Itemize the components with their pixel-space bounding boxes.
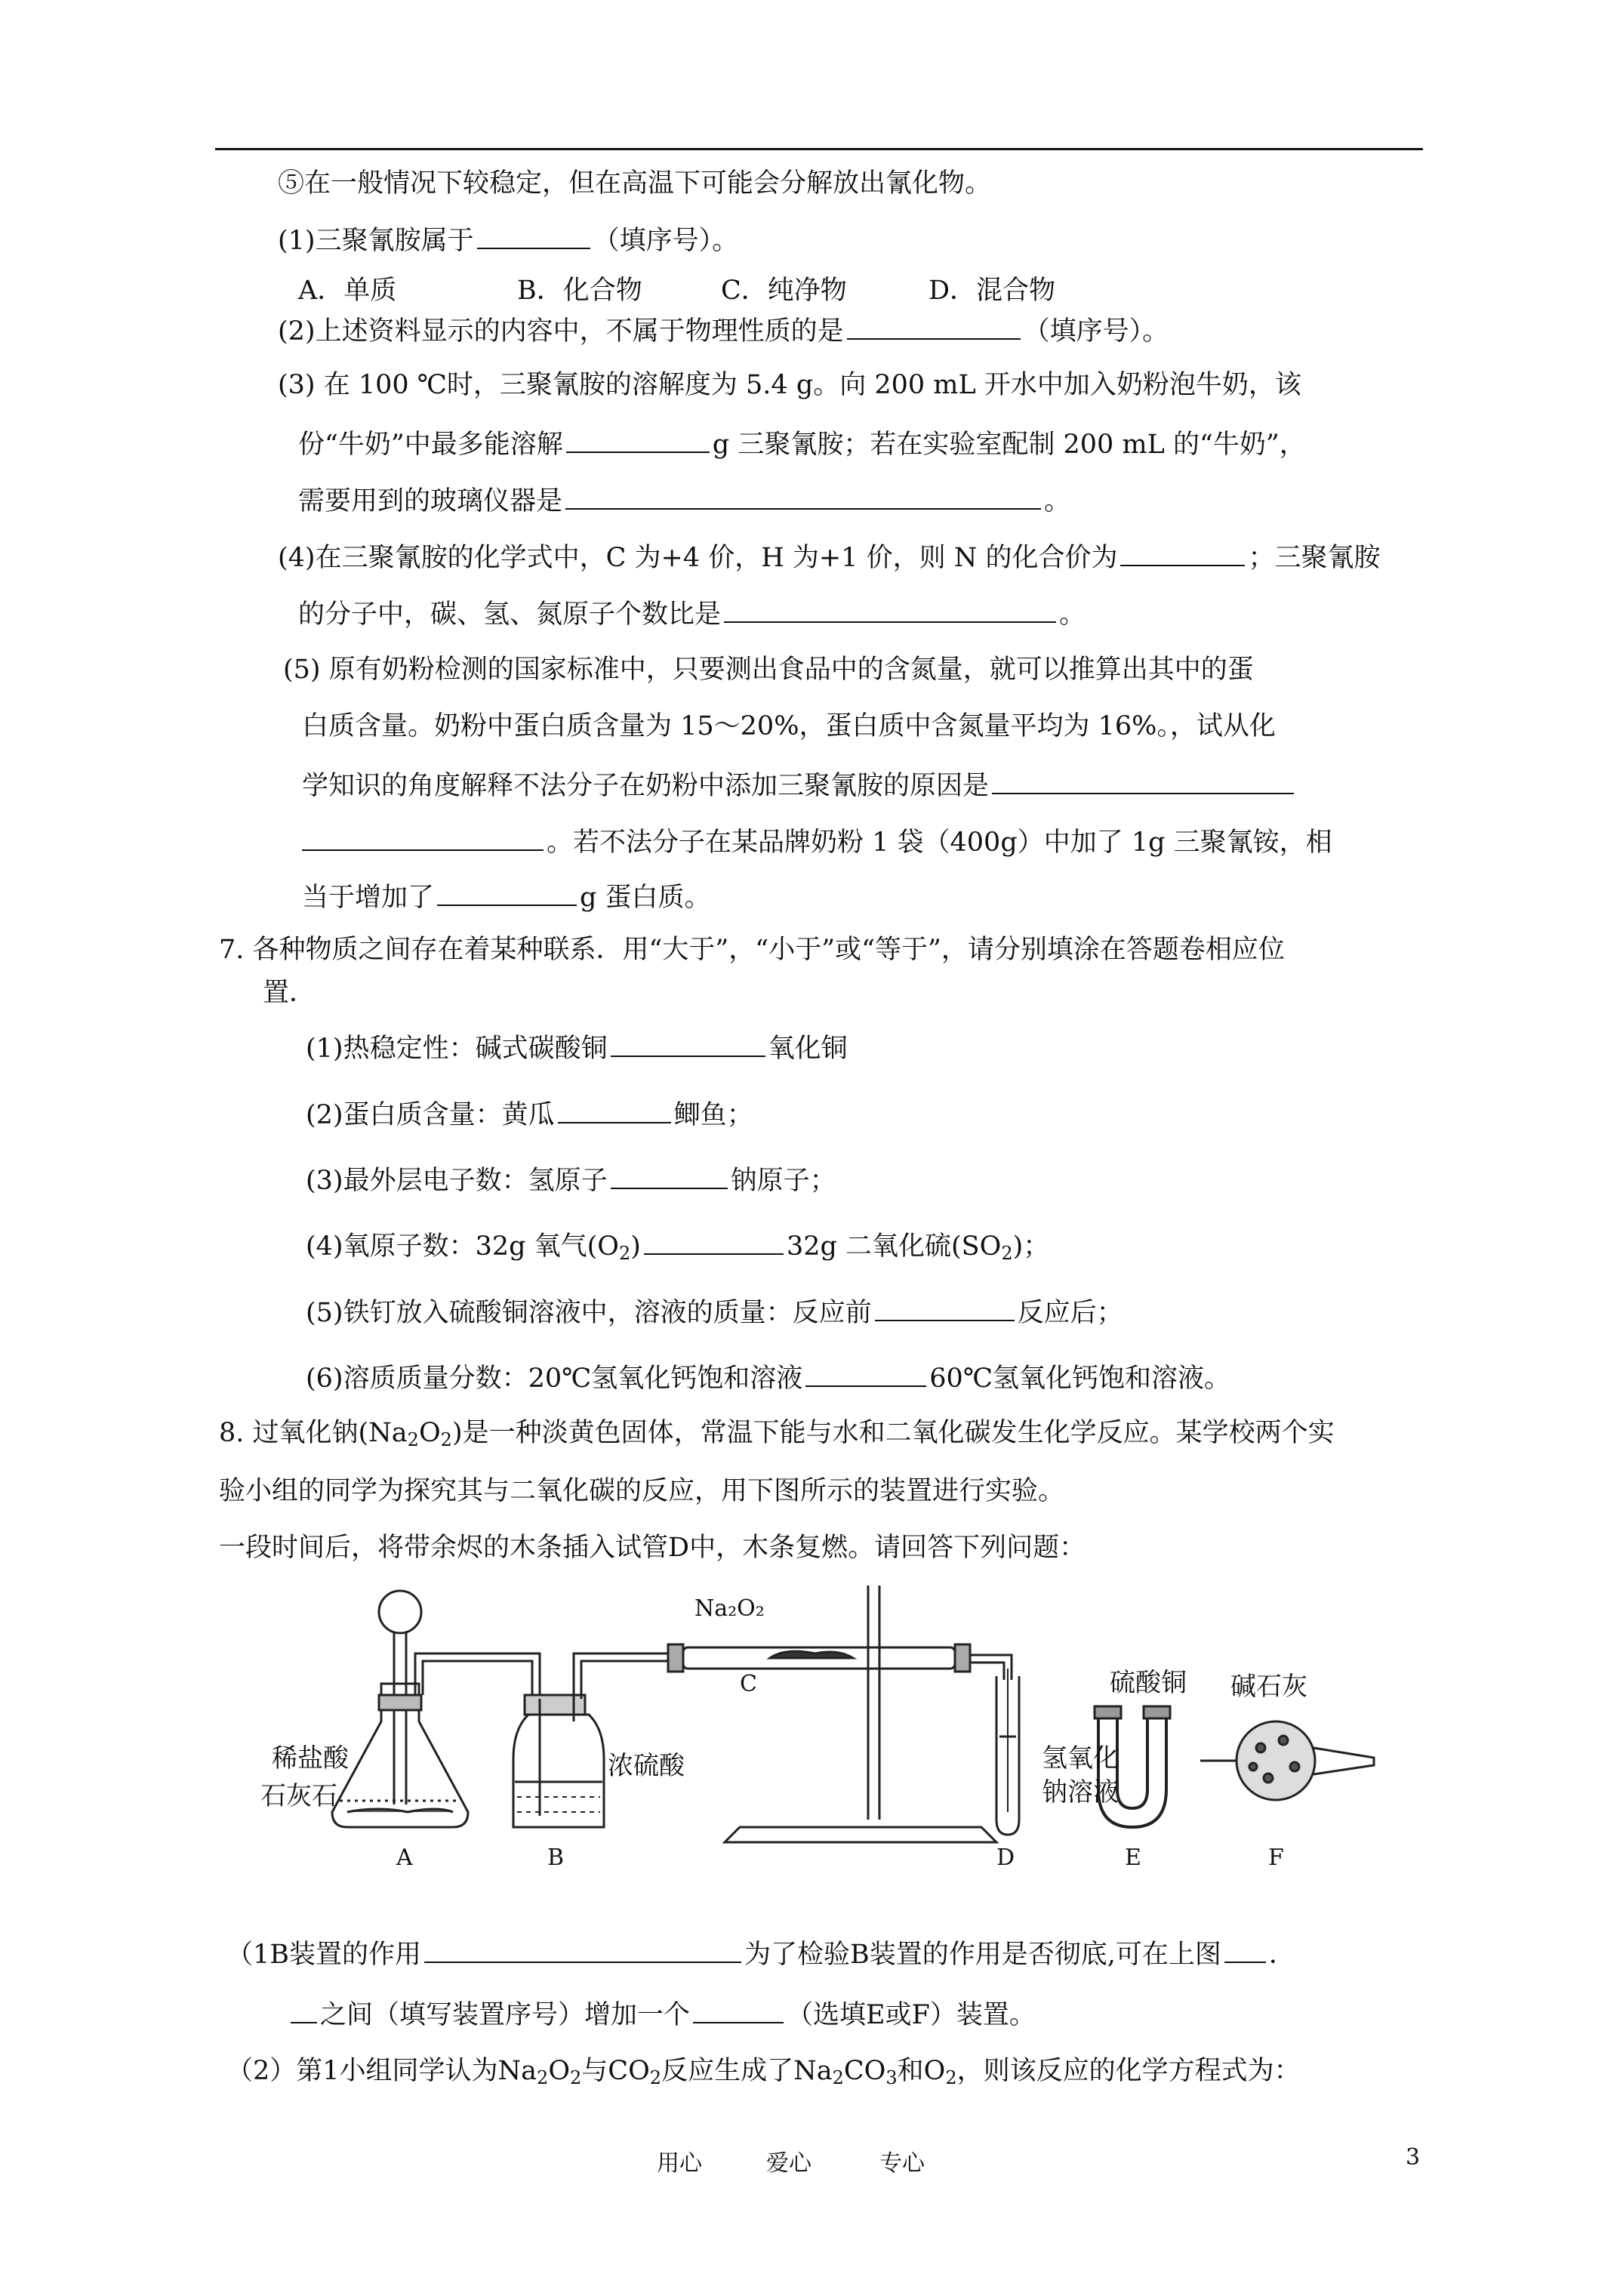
answer-blank[interactable] [302, 821, 544, 851]
q8-part2: （2）第1小组同学认为$Na_2O_2$与$CO_2$反应生成了$Na_2CO_3$和$O_2$，则该反应的化学方程式为： [226, 2056, 1301, 2088]
answer-blank[interactable] [992, 764, 1294, 794]
q7-item: (2)蛋白质含量：黄瓜 鲫鱼； [306, 1093, 753, 1131]
answer-blank[interactable] [724, 593, 1056, 623]
answer-blank[interactable] [847, 310, 1021, 340]
q7-stem-line1: 7. 各种物质之间存在着某种联系．用“大于”，“小于”或“等于”，请分别填涂在答题卷相应位 [219, 935, 1285, 965]
q6-part5-line2: 白质含量。奶粉中蛋白质含量为 15～20%，蛋白质中含氮量平均为 16%。，试从化 [302, 711, 1276, 741]
option-d: D．混合物 [929, 276, 1056, 306]
q6-options [298, 272, 1055, 310]
q6-part5-line1: (5) 原有奶粉检测的国家标准中，只要测出食品中的含氮量，就可以推算出其中的蛋 [283, 655, 1254, 685]
label-conc-h2so4: 浓硫酸 [608, 1751, 685, 1781]
answer-blank[interactable] [1120, 536, 1245, 566]
answer-blank[interactable] [611, 1159, 728, 1189]
label-a: A [396, 1845, 413, 1871]
q7-item: (1)热稳定性：碱式碳酸铜 氧化铜 [306, 1027, 848, 1065]
test-tube-d [996, 1669, 1019, 1835]
q6-part5-line3: 学知识的角度解释不法分子在奶粉中添加三聚氰胺的原因是 [302, 764, 1297, 802]
label-na2o2: Na₂O₂ [694, 1595, 765, 1622]
label-soda-lime: 碱石灰 [1230, 1672, 1307, 1702]
q6-part4-line1: (4)在三聚氰胺的化学式中，C 为+4 价，H 为+1 价，则 N 的化合价为 ；三聚氰胺 [278, 536, 1380, 574]
label-d: D [996, 1845, 1015, 1871]
q6-part5-line5: 当于增加了 g 蛋白质。 [302, 876, 711, 914]
q8-stem-line2: 验小组的同学为探究其与二氧化碳的反应，用下图所示的装置进行实验。 [219, 1476, 1065, 1506]
q6-part4-line2: 的分子中，碳、氢、氮原子个数比是 。 [298, 593, 1086, 630]
page-number: 3 [1406, 2144, 1421, 2171]
answer-blank[interactable] [611, 1027, 765, 1057]
label-cuso4: 硫酸铜 [1110, 1668, 1187, 1698]
q8-part1-line2: 之间（填写装置序号）增加一个 （选填E或F）装置。 [291, 1993, 1036, 2031]
label-naoh-1: 氢氧化 [1042, 1743, 1119, 1774]
label-f: F [1268, 1845, 1284, 1871]
label-naoh-2: 钠溶液 [1042, 1777, 1119, 1808]
label-c: C [740, 1671, 757, 1697]
answer-blank[interactable] [644, 1225, 784, 1255]
q7-stem-line2: 置． [263, 978, 316, 1008]
q6-part3-line3: 需要用到的玻璃仪器是 。 [298, 479, 1070, 517]
answer-blank[interactable] [566, 423, 710, 453]
answer-blank[interactable] [424, 1933, 741, 1963]
q7-item: (4)氧原子数：32g 氧气$(O_2)$ 32g 二氧化硫$(SO_2)$； [306, 1225, 1049, 1262]
q6-part1: (1)三聚氰胺属于 （填序号）。 [278, 219, 738, 257]
option-b: B．化合物 [517, 276, 642, 306]
q7-item: (6)溶质质量分数：20℃氢氧化钙饱和溶液 60℃氢氧化钙饱和溶液。 [306, 1357, 1230, 1395]
answer-blank[interactable] [558, 1093, 671, 1123]
q7-item: (3)最外层电子数：氢原子 钠原子； [306, 1159, 836, 1197]
drying-tube-f [1200, 1721, 1374, 1800]
answer-blank[interactable] [693, 1993, 784, 2023]
apparatus-figure [242, 1586, 1419, 1872]
option-a: A．单质 [298, 276, 397, 306]
option-c: C．纯净物 [721, 276, 847, 306]
q6-part3-line2: 份“牛奶”中最多能溶解 g 三聚氰胺；若在实验室配制 200 mL 的“牛奶”， [298, 423, 1306, 461]
tube-c [668, 1586, 996, 1842]
q6-part2: (2)上述资料显示的内容中，不属于物理性质的是 （填序号）。 [278, 310, 1169, 347]
footer-text-1: 用心 [657, 2150, 702, 2177]
q8-stem-line3: 一段时间后，将带余烬的木条插入试管D中，木条复燃。请回答下列问题： [219, 1533, 1086, 1563]
footer-text-3: 专心 [879, 2150, 925, 2177]
label-limestone: 石灰石 [260, 1781, 337, 1811]
label-dilute-hcl: 稀盐酸 [272, 1743, 349, 1774]
answer-blank[interactable] [565, 479, 1041, 510]
answer-blank[interactable] [1224, 1933, 1266, 1963]
answer-blank[interactable] [477, 219, 590, 249]
answer-blank[interactable] [437, 876, 577, 906]
header-rule [215, 148, 1423, 150]
q7-item: (5)铁钉放入硫酸铜溶液中，溶液的质量：反应前 反应后； [306, 1291, 1123, 1329]
q6-part5-line4: 。若不法分子在某品牌奶粉 1 袋（400g）中加了 1g 三聚氰铵，相 [302, 821, 1332, 858]
answer-blank[interactable] [875, 1291, 1015, 1321]
answer-blank[interactable] [805, 1357, 926, 1387]
flask-a [332, 1591, 468, 1827]
footer-text-2: 爱心 [766, 2150, 812, 2177]
label-b: B [547, 1845, 565, 1871]
bottle-b [513, 1695, 604, 1827]
answer-blank[interactable] [291, 1993, 317, 2023]
q6-part3-line1: (3) 在 100 ℃时，三聚氰胺的溶解度为 5.4 g。向 200 mL 开水中加入奶粉泡牛奶，该 [278, 370, 1301, 400]
q6-item5: ⑤在一般情况下较稳定，但在高温下可能会分解放出氰化物。 [278, 168, 992, 199]
q8-stem-line1: 8. 过氧化钠$(Na_2O_2)$是一种淡黄色固体，常温下能与水和二氧化碳发生化学反应。某学校两个实 [219, 1418, 1335, 1450]
q8-part1-line1: （1B装置的作用 为了检验B装置的作用是否彻底,可在上图 ． [226, 1933, 1295, 1971]
label-e: E [1125, 1845, 1141, 1871]
